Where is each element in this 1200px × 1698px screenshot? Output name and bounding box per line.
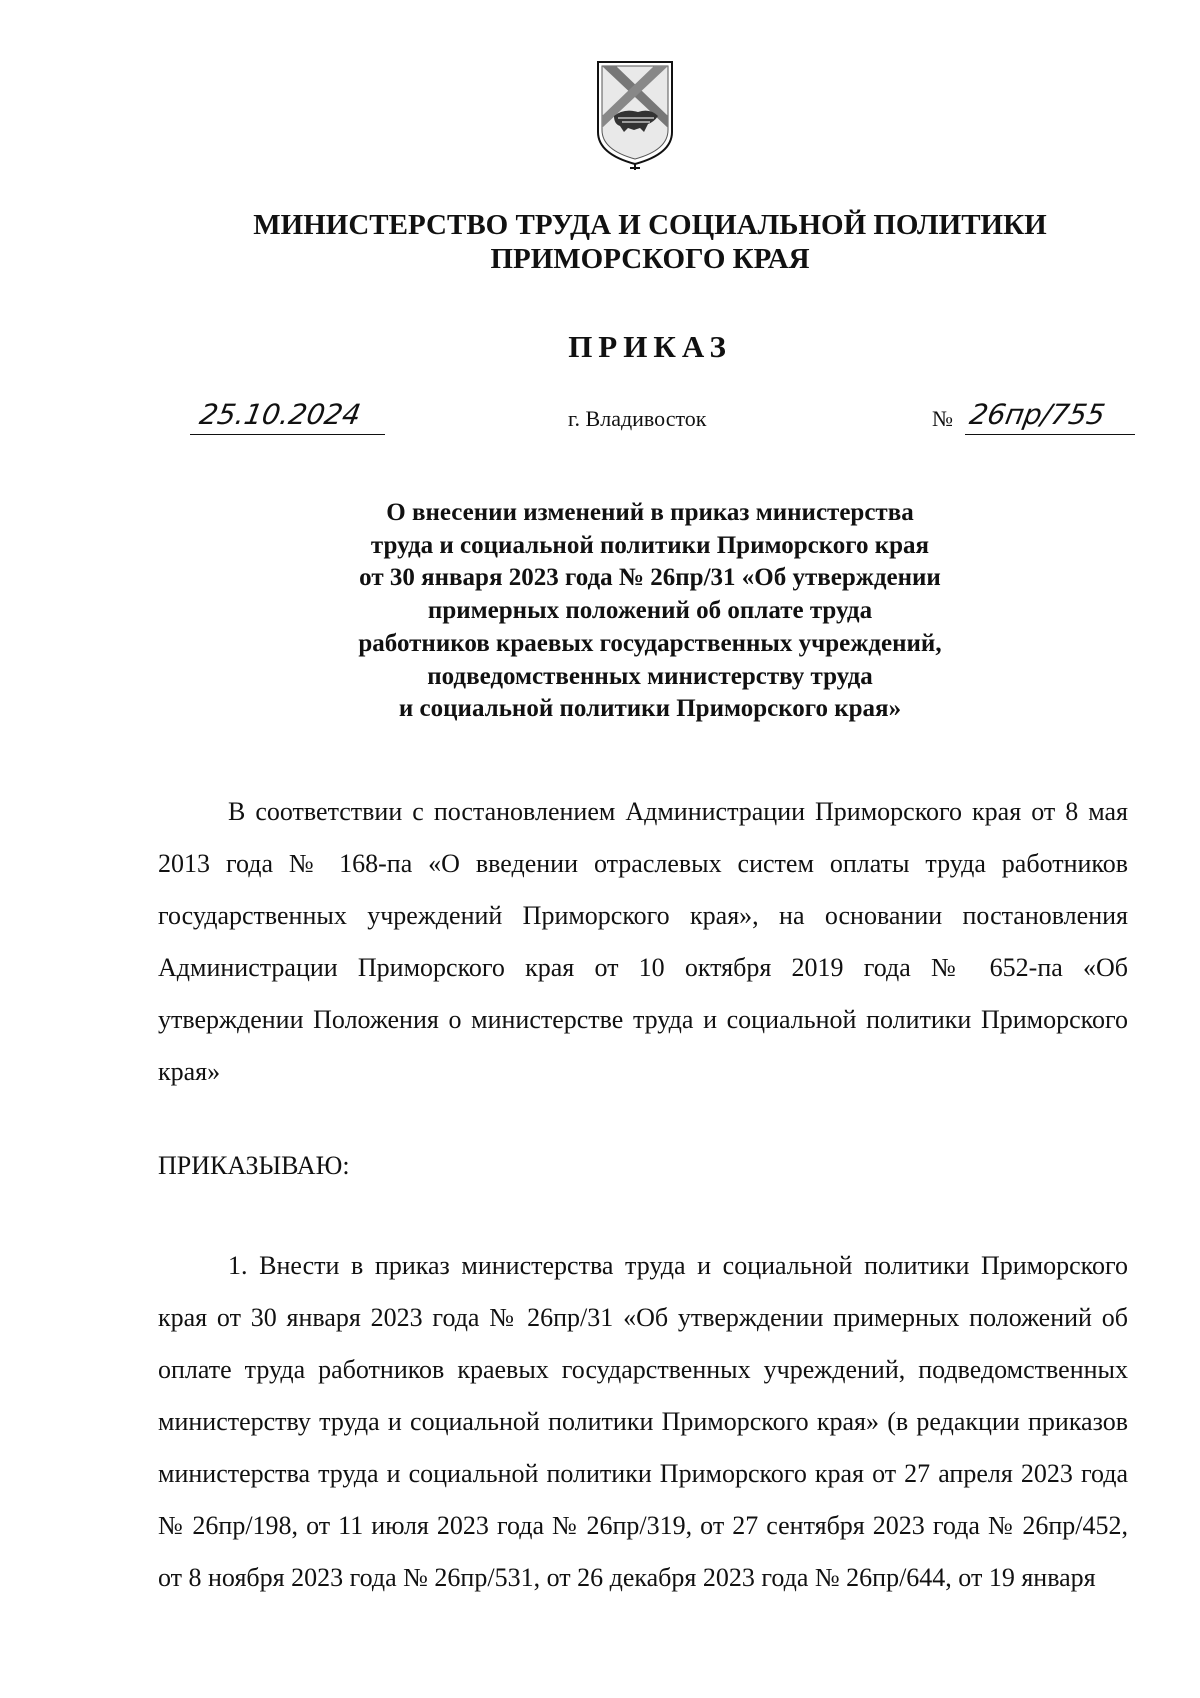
ministry-name-line2: ПРИМОРСКОГО КРАЯ [490,243,810,275]
document-type-title: ПРИКАЗ [568,329,732,364]
document-meta [190,398,1130,448]
subject-line: примерных положений об оплате труда [427,597,873,625]
preamble-paragraph: В соответствии с постановлением Администрации Приморского края от 8 мая 2013 года № 168-па «О введении отраслевых систем оплаты труда работников государственных учреждений Приморского края», на основании постановления Администрации Приморского края от 10 октября 2019 года № 652-па «Об утверждении Положения о министерстве труда и социальной политики Приморского края» [158,797,1128,1086]
subject-line: от 30 января 2023 года № 26пр/31 «Об утверждении [359,564,941,592]
ministry-name [200,208,1100,276]
number-label: № [932,406,953,431]
item-1-paragraph: 1. Внести в приказ министерства труда и социальной политики Приморского края от 30 января 2023 года № 26пр/31 «Об утверждении примерных положений об оплате труда работников краевых государственных учреждений, подведомственных министерству труда и социальной политики Приморского края» (в редакции приказов министерства труда и социальной политики Приморского края от 27 апреля 2023 года № 26пр/198, от 11 июля 2023 года № 26пр/319, от 27 сентября 2023 года № 26пр/452, от 8 ноября 2023 года № 26пр/531, от 26 декабря 2023 года № 26пр/644, от 19 января [158,1251,1128,1592]
decree-word: ПРИКАЗЫВАЮ: [158,1151,350,1180]
handwritten-number: 26пр/755 [967,398,1108,431]
coat-of-arms-icon [594,58,676,172]
document-subject [200,497,1100,726]
subject-line: работников краевых государственных учреждений, [358,629,942,657]
handwritten-date: 25.10.2024 [197,398,364,431]
subject-line: труда и социальной политики Приморского края [370,531,930,559]
ministry-name-line1: МИНИСТЕРСТВО ТРУДА И СОЦИАЛЬНОЙ ПОЛИТИКИ [253,209,1047,241]
city-label: г. Владивосток [568,406,707,431]
subject-line: О внесении изменений в приказ министерства [386,499,914,526]
number-underline [965,434,1135,435]
subject-line: подведомственных министерству труда [427,662,873,690]
date-underline [190,434,385,435]
subject-line: и социальной политики Приморского края» [398,695,902,723]
